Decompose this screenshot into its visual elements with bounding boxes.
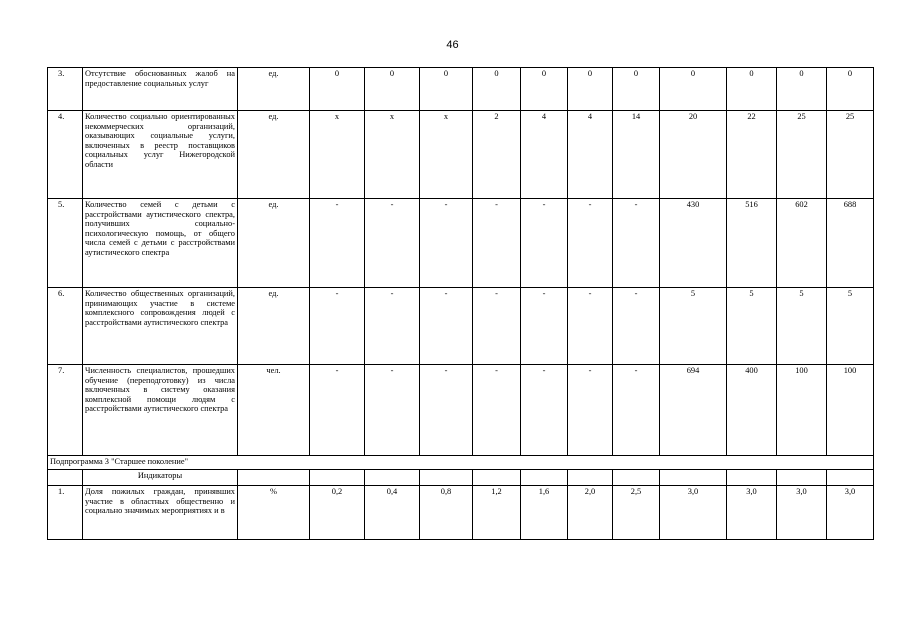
value-cell: 430: [660, 199, 727, 288]
empty-cell: [568, 470, 613, 486]
value-cell: 688: [827, 199, 874, 288]
value-cell: 0,2: [310, 486, 365, 540]
value-cell: 0: [727, 68, 777, 111]
value-cell: -: [365, 199, 420, 288]
value-cell: 2,5: [613, 486, 660, 540]
value-cell: -: [568, 365, 613, 456]
value-cell: -: [473, 199, 521, 288]
value-cell: 5: [727, 288, 777, 365]
row-number: 4.: [48, 111, 83, 199]
table-row: [48, 288, 874, 365]
value-cell: 3,0: [727, 486, 777, 540]
value-cell: 0: [613, 68, 660, 111]
empty-cell: [521, 470, 568, 486]
value-cell: х: [310, 111, 365, 199]
row-number: 3.: [48, 68, 83, 111]
value-cell: 0: [827, 68, 874, 111]
value-cell: -: [613, 288, 660, 365]
empty-cell: [613, 470, 660, 486]
value-cell: 22: [727, 111, 777, 199]
section-title: Подпрограмма 3 "Старшее поколение": [48, 456, 874, 470]
value-cell: 2,0: [568, 486, 613, 540]
value-cell: 0: [777, 68, 827, 111]
value-cell: 20: [660, 111, 727, 199]
value-cell: 4: [568, 111, 613, 199]
value-cell: -: [613, 365, 660, 456]
value-cell: 3,0: [777, 486, 827, 540]
empty-cell: [420, 470, 473, 486]
value-cell: 694: [660, 365, 727, 456]
value-cell: 4: [521, 111, 568, 199]
row-description: Доля пожилых граждан, принявших участие в областных общественно и социально значимых мероприятиях и в: [83, 486, 238, 540]
value-cell: х: [420, 111, 473, 199]
row-number: 7.: [48, 365, 83, 456]
value-cell: 516: [727, 199, 777, 288]
value-cell: 0: [568, 68, 613, 111]
value-cell: 0: [473, 68, 521, 111]
value-cell: 100: [827, 365, 874, 456]
row-unit: ед.: [238, 199, 310, 288]
empty-cell: [777, 470, 827, 486]
value-cell: 2: [473, 111, 521, 199]
row-unit: %: [238, 486, 310, 540]
page-number: 46: [446, 39, 459, 51]
value-cell: -: [310, 288, 365, 365]
table-row: [48, 111, 874, 199]
value-cell: 0: [365, 68, 420, 111]
table-row: [48, 68, 874, 111]
empty-cell: [310, 470, 365, 486]
value-cell: 25: [827, 111, 874, 199]
value-cell: -: [521, 199, 568, 288]
row-unit: ед.: [238, 68, 310, 111]
empty-cell: [727, 470, 777, 486]
value-cell: х: [365, 111, 420, 199]
row-description: Отсутствие обоснованных жалоб на предоставление социальных услуг: [83, 68, 238, 111]
value-cell: -: [613, 199, 660, 288]
value-cell: 25: [777, 111, 827, 199]
value-cell: 1,2: [473, 486, 521, 540]
value-cell: 5: [777, 288, 827, 365]
value-cell: -: [521, 288, 568, 365]
row-description: Количество семей с детьми с расстройствами аутистического спектра, получивших социально-психологическую помощь, от общего числа семей с детьми с расстройствами аутистического спектра: [83, 199, 238, 288]
value-cell: -: [420, 199, 473, 288]
value-cell: 0: [420, 68, 473, 111]
row-number: 5.: [48, 199, 83, 288]
value-cell: 14: [613, 111, 660, 199]
value-cell: -: [365, 288, 420, 365]
table-row: [48, 486, 874, 540]
value-cell: 0: [660, 68, 727, 111]
value-cell: 3,0: [660, 486, 727, 540]
table-row: [48, 365, 874, 456]
value-cell: -: [310, 199, 365, 288]
value-cell: -: [473, 365, 521, 456]
value-cell: 5: [660, 288, 727, 365]
value-cell: -: [365, 365, 420, 456]
value-cell: 5: [827, 288, 874, 365]
indicators-row: [48, 470, 874, 486]
empty-cell: [660, 470, 727, 486]
value-cell: -: [420, 288, 473, 365]
indicators-table: [47, 67, 874, 540]
value-cell: 0,4: [365, 486, 420, 540]
value-cell: -: [568, 288, 613, 365]
row-description: Численность специалистов, прошедших обучение (переподготовку) из числа включенных в систему оказания комплексной помощи людям с расстройствами аутистического спектра: [83, 365, 238, 456]
row-description: Количество социально ориентированных некоммерческих организаций, оказывающих социальные услуги, включенных в реестр поставщиков социальных услуг Нижегородской области: [83, 111, 238, 199]
indicators-label: Индикаторы: [83, 470, 238, 486]
row-description: Количество общественных организаций, принимающих участие в системе комплексного сопровождения людей с расстройствами аутистического спектра: [83, 288, 238, 365]
empty-cell: [238, 470, 310, 486]
empty-cell: [48, 470, 83, 486]
row-number: 6.: [48, 288, 83, 365]
section-row: [48, 456, 874, 470]
row-unit: ед.: [238, 288, 310, 365]
row-number: 1.: [48, 486, 83, 540]
value-cell: -: [521, 365, 568, 456]
value-cell: 0,8: [420, 486, 473, 540]
value-cell: 0: [521, 68, 568, 111]
value-cell: -: [310, 365, 365, 456]
value-cell: -: [473, 288, 521, 365]
value-cell: 3,0: [827, 486, 874, 540]
value-cell: 400: [727, 365, 777, 456]
value-cell: 100: [777, 365, 827, 456]
value-cell: -: [568, 199, 613, 288]
empty-cell: [827, 470, 874, 486]
row-unit: ед.: [238, 111, 310, 199]
table-body: [48, 68, 874, 540]
value-cell: 0: [310, 68, 365, 111]
empty-cell: [473, 470, 521, 486]
empty-cell: [365, 470, 420, 486]
value-cell: 602: [777, 199, 827, 288]
row-unit: чел.: [238, 365, 310, 456]
value-cell: -: [420, 365, 473, 456]
table-row: [48, 199, 874, 288]
value-cell: 1,6: [521, 486, 568, 540]
